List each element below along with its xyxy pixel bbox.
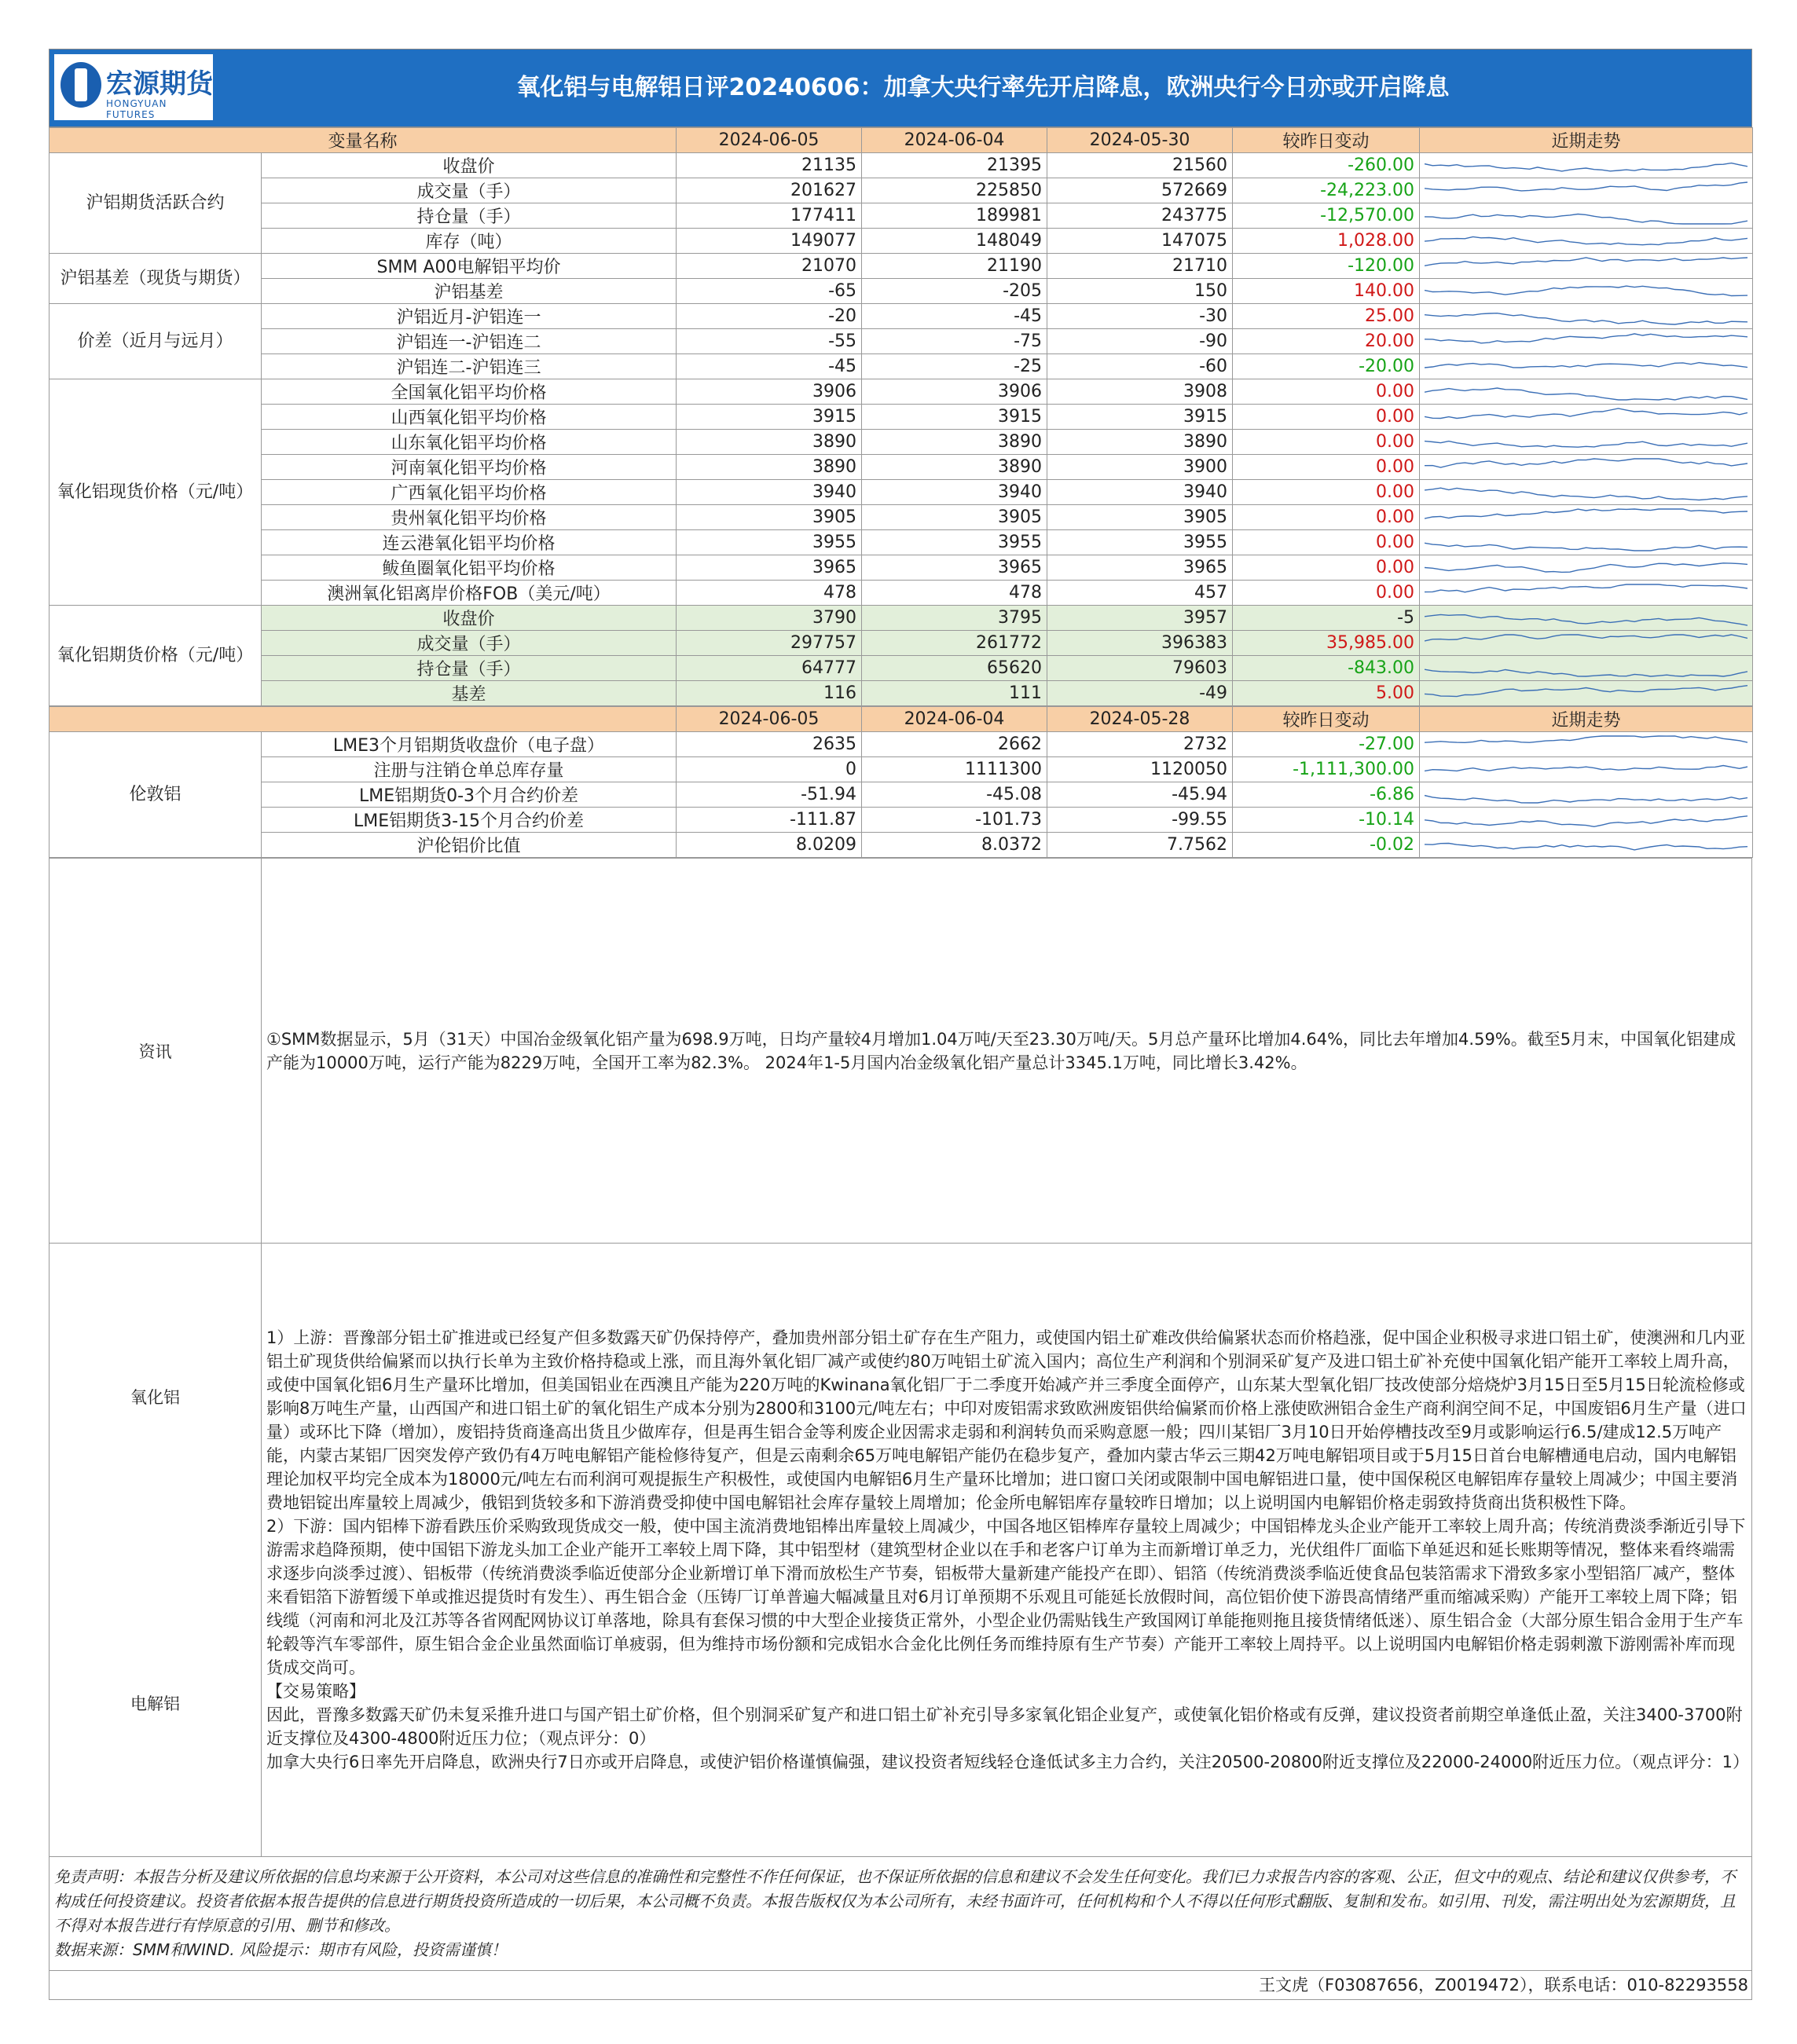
value-cell: 3905 xyxy=(1047,505,1233,530)
value-cell: 3955 xyxy=(862,530,1047,555)
value-cell: 1111300 xyxy=(862,757,1047,782)
variable-name: 沪铝基差 xyxy=(262,279,677,304)
category-cell: 氧化铝期货价格（元/吨） xyxy=(50,606,262,706)
value-cell: 3900 xyxy=(1047,455,1233,480)
change-cell: -27.00 xyxy=(1233,732,1420,757)
table-row xyxy=(50,279,1753,304)
upstream-paragraph: 1）上游：晋豫部分铝土矿推进或已经复产但多数露天矿仍保持停产，叠加贵州部分铝土矿存在生产阻力，或使国内铝土矿难改供给偏紧状态而价格趋涨，促中国企业积极寻求进口铝土矿，使澳洲和几内亚铝土矿现货供给偏紧而以执行长单为主致价格持稳或上涨，而且海外氧化铝厂减产或使约80万吨铝土矿流入国内；高位生产利润和个别洞采矿复产及进口铝土矿补充使中国氧化铝产能开工率较上周升高，或使中国氧化铝6月生产量环比增加，但美国铝业在西澳且产能为220万吨的Kwinana氧化铝厂于二季度开始减产并三季度全面停产，山东某大型氧化铝厂技改使部分焙烧炉3月15日至5月15日轮流检修或影响8万吨生产量，山西国产和进口铝土矿的氧化铝生产成本分别为2800和3100元/吨左右；中印对废铝需求致欧洲废铝供给偏紧而价格上涨使欧洲铝合金生产商利润空间不足，中国废铝6月生产量（进口量）或环比下降（增加），废铝持货商逢高出货且少做库存，但是再生铝合金等利废企业因需求走弱和利润转负而采购意愿一般；四川某铝厂3月10日开始停槽技改至9月或影响运行6.5/建成12.5万吨产能，内蒙古某铝厂因突发停产致仍有4万吨电解铝产能检修待复产，但是云南剩余65万吨电解铝产能仍在稳步复产，叠加内蒙古华云三期42万吨电解铝项目或于5月15日首台电解槽通电启动，国内电解铝理论加权平均完全成本为18000元/吨左右而利润可观提振生产积极性，或使国内电解铝6月生产量环比增加；进口窗口关闭或限制中国电解铝进口量，使中国保税区电解铝库存量较上周减少；中国主要消费地铝锭出库量较上周减少，俄铝到货较多和下游消费受抑使中国电解铝社会库存量较上周增加；伦金所电解铝库存量较昨日增加；以上说明国内电解铝价格走弱致持货商出货积极性下降。 xyxy=(266,1328,1747,1512)
trend-sparkline xyxy=(1425,456,1747,478)
trend-cell xyxy=(1420,254,1753,279)
value-cell: -65 xyxy=(677,279,862,304)
trend-sparkline xyxy=(1425,330,1747,353)
change-cell: 0.00 xyxy=(1233,405,1420,430)
change-cell: 5.00 xyxy=(1233,681,1420,706)
value-cell: 3965 xyxy=(862,555,1047,581)
trend-cell xyxy=(1420,405,1753,430)
table-row xyxy=(50,153,1753,178)
variable-name: 持仓量（手） xyxy=(262,656,677,681)
variable-name: LME铝期货0-3个月合约价差 xyxy=(262,782,677,808)
change-cell: 140.00 xyxy=(1233,279,1420,304)
trend-cell xyxy=(1420,606,1753,631)
column-header xyxy=(50,707,677,732)
column-header: 近期走势 xyxy=(1420,128,1753,153)
strategy-heading: 【交易策略】 xyxy=(266,1682,365,1701)
value-cell: 3906 xyxy=(862,379,1047,405)
value-cell: 3940 xyxy=(1047,480,1233,505)
variable-name: 连云港氧化铝平均价格 xyxy=(262,530,677,555)
news-text: ①SMM数据显示，5月（31天）中国冶金级氧化铝产量为698.9万吨，日均产量较4月增加1.04万吨/天至23.30万吨/天。5月总产量环比增加4.64%，同比去年增加4.59%。截至5月末，中国氧化铝建成产能为10000万吨，运行产能为8229万吨，全国开工率为82.3%。 2024年1-5月国内冶金级氧化铝产量总计3345.1万吨，同比增长3.42%。 xyxy=(262,859,1752,1244)
value-cell: 21190 xyxy=(862,254,1047,279)
value-cell: 243775 xyxy=(1047,203,1233,229)
trend-sparkline xyxy=(1425,783,1747,806)
table-row xyxy=(50,808,1753,833)
value-cell: -49 xyxy=(1047,681,1233,706)
variable-name: 山东氧化铝平均价格 xyxy=(262,430,677,455)
change-cell: 0.00 xyxy=(1233,480,1420,505)
variable-name: 库存（吨） xyxy=(262,229,677,254)
trend-cell xyxy=(1420,555,1753,581)
trend-cell xyxy=(1420,757,1753,782)
value-cell: 457 xyxy=(1047,581,1233,606)
variable-name: 沪铝连二-沪铝连三 xyxy=(262,354,677,379)
column-header: 较昨日变动 xyxy=(1233,707,1420,732)
table-row xyxy=(50,304,1753,329)
trend-sparkline xyxy=(1425,405,1747,428)
change-cell: -260.00 xyxy=(1233,153,1420,178)
value-cell: 3955 xyxy=(1047,530,1233,555)
value-cell: 147075 xyxy=(1047,229,1233,254)
value-cell: -45.08 xyxy=(862,782,1047,808)
value-cell: 189981 xyxy=(862,203,1047,229)
value-cell: -99.55 xyxy=(1047,808,1233,833)
trend-sparkline xyxy=(1425,255,1747,277)
table-row xyxy=(50,254,1753,279)
variable-name: 沪伦铝价比值 xyxy=(262,833,677,858)
value-cell: 478 xyxy=(677,581,862,606)
trend-cell xyxy=(1420,480,1753,505)
trend-sparkline xyxy=(1425,154,1747,177)
value-cell: -101.73 xyxy=(862,808,1047,833)
trend-cell xyxy=(1420,203,1753,229)
change-cell: -120.00 xyxy=(1233,254,1420,279)
table-row xyxy=(50,405,1753,430)
value-cell: 3908 xyxy=(1047,379,1233,405)
value-cell: 79603 xyxy=(1047,656,1233,681)
trend-cell xyxy=(1420,808,1753,833)
change-cell: 20.00 xyxy=(1233,329,1420,354)
category-cell: 沪铝期货活跃合约 xyxy=(50,153,262,254)
value-cell: 396383 xyxy=(1047,631,1233,656)
logo-name: 宏源期货 xyxy=(106,68,213,100)
trend-cell xyxy=(1420,581,1753,606)
table-row xyxy=(50,329,1753,354)
variable-name: 成交量（手） xyxy=(262,631,677,656)
value-cell: 3957 xyxy=(1047,606,1233,631)
category-cell: 价差（近月与远月） xyxy=(50,304,262,379)
alumina-label: 氧化铝 xyxy=(130,1388,180,1407)
trend-sparkline xyxy=(1425,733,1747,756)
trend-sparkline xyxy=(1425,531,1747,554)
value-cell: 64777 xyxy=(677,656,862,681)
change-cell: 0.00 xyxy=(1233,455,1420,480)
disclaimer-text: 免责声明：本报告分析及建议所依据的信息均来源于公开资料，本公司对这些信息的准确性和完整性不作任何保证，也不保证所依据的信息和建议不会发生任何变化。我们已力求报告内容的客观、公正，但文中的观点、结论和建议仅供参考，不构成任何投资建议。投资者依据本报告提供的信息进行期货投资所造成的一切后果，本公司概不负责。本报告版权仅为本公司所有，未经书面许可，任何机构和个人不得以任何形式翻版、复制和发布。如引用、刊发，需注明出处为宏源期货，且不得对本报告进行有悖原意的引用、删节和修改。 xyxy=(54,1867,1736,1935)
variable-name: 收盘价 xyxy=(262,153,677,178)
change-cell: -12,570.00 xyxy=(1233,203,1420,229)
trend-sparkline xyxy=(1425,833,1747,856)
trend-cell xyxy=(1420,530,1753,555)
trend-cell xyxy=(1420,354,1753,379)
value-cell: 478 xyxy=(862,581,1047,606)
domestic-data-table xyxy=(49,127,1753,706)
value-cell: -60 xyxy=(1047,354,1233,379)
table-row xyxy=(50,555,1753,581)
table-row xyxy=(50,782,1753,808)
report-header xyxy=(49,49,1752,127)
variable-name: 基差 xyxy=(262,681,677,706)
column-header: 2024-06-05 xyxy=(677,128,862,153)
trend-cell xyxy=(1420,153,1753,178)
value-cell: 3965 xyxy=(1047,555,1233,581)
change-cell: 0.00 xyxy=(1233,581,1420,606)
value-cell: 3955 xyxy=(677,530,862,555)
value-cell: 572669 xyxy=(1047,178,1233,203)
change-cell: -20.00 xyxy=(1233,354,1420,379)
value-cell: 3890 xyxy=(677,455,862,480)
table-header-row xyxy=(50,128,1753,153)
value-cell: 3890 xyxy=(1047,430,1233,455)
change-cell: 0.00 xyxy=(1233,505,1420,530)
value-cell: 7.7562 xyxy=(1047,833,1233,858)
value-cell: -51.94 xyxy=(677,782,862,808)
change-cell: 0.00 xyxy=(1233,430,1420,455)
value-cell: 3795 xyxy=(862,606,1047,631)
value-cell: 177411 xyxy=(677,203,862,229)
news-label: 资讯 xyxy=(50,859,262,1244)
value-cell: 3965 xyxy=(677,555,862,581)
value-cell: 3915 xyxy=(862,405,1047,430)
table-row xyxy=(50,379,1753,405)
table-row xyxy=(50,732,1753,757)
change-cell: 25.00 xyxy=(1233,304,1420,329)
value-cell: 2732 xyxy=(1047,732,1233,757)
value-cell: 21560 xyxy=(1047,153,1233,178)
change-cell: -6.86 xyxy=(1233,782,1420,808)
value-cell: -45 xyxy=(677,354,862,379)
value-cell: -111.87 xyxy=(677,808,862,833)
change-cell: 0.00 xyxy=(1233,530,1420,555)
trend-cell xyxy=(1420,329,1753,354)
aluminum-label: 电解铝 xyxy=(130,1694,180,1713)
value-cell: -30 xyxy=(1047,304,1233,329)
category-cell: 伦敦铝 xyxy=(50,732,262,858)
table-row xyxy=(50,656,1753,681)
table-row xyxy=(50,631,1753,656)
value-cell: 3915 xyxy=(677,405,862,430)
column-header: 2024-05-30 xyxy=(1047,128,1233,153)
report-title: 氧化铝与电解铝日评20240606：加拿大央行率先开启降息，欧洲央行今日亦或开启降息 xyxy=(516,74,1450,101)
value-cell: 3905 xyxy=(862,505,1047,530)
trend-sparkline xyxy=(1425,305,1747,328)
trend-cell xyxy=(1420,304,1753,329)
trend-cell xyxy=(1420,681,1753,706)
trend-sparkline xyxy=(1425,808,1747,831)
trend-sparkline xyxy=(1425,581,1747,604)
value-cell: -55 xyxy=(677,329,862,354)
trend-sparkline xyxy=(1425,204,1747,227)
variable-name: 沪铝连一-沪铝连二 xyxy=(262,329,677,354)
value-cell: 3940 xyxy=(677,480,862,505)
value-cell: 21395 xyxy=(862,153,1047,178)
logo-mark-icon xyxy=(61,62,101,108)
table-row xyxy=(50,354,1753,379)
column-header: 2024-06-04 xyxy=(862,707,1047,732)
variable-name: 收盘价 xyxy=(262,606,677,631)
value-cell: 3906 xyxy=(677,379,862,405)
variable-name: 澳洲氧化铝离岸价格FOB（美元/吨） xyxy=(262,581,677,606)
value-cell: 3905 xyxy=(677,505,862,530)
column-header: 变量名称 xyxy=(50,128,677,153)
table-row xyxy=(50,833,1753,858)
variable-name: 鲅鱼圈氧化铝平均价格 xyxy=(262,555,677,581)
trend-sparkline xyxy=(1425,657,1747,680)
variable-name: 持仓量（手） xyxy=(262,203,677,229)
trend-cell xyxy=(1420,631,1753,656)
table-row xyxy=(50,455,1753,480)
value-cell: -205 xyxy=(862,279,1047,304)
trend-sparkline xyxy=(1425,481,1747,504)
value-cell: 21070 xyxy=(677,254,862,279)
trend-sparkline xyxy=(1425,556,1747,579)
value-cell: 201627 xyxy=(677,178,862,203)
trend-cell xyxy=(1420,430,1753,455)
london-data-table xyxy=(49,706,1753,858)
trend-sparkline xyxy=(1425,179,1747,202)
value-cell: 8.0209 xyxy=(677,833,862,858)
table-header-row xyxy=(50,707,1753,732)
variable-name: 广西氧化铝平均价格 xyxy=(262,480,677,505)
value-cell: 3790 xyxy=(677,606,862,631)
variable-name: 注册与注销仓单总库存量 xyxy=(262,757,677,782)
variable-name: SMM A00电解铝平均价 xyxy=(262,254,677,279)
value-cell: 1120050 xyxy=(1047,757,1233,782)
variable-name: 成交量（手） xyxy=(262,178,677,203)
value-cell: 3915 xyxy=(1047,405,1233,430)
disclaimer xyxy=(49,1857,1752,1971)
trend-sparkline xyxy=(1425,430,1747,453)
value-cell: 3890 xyxy=(862,455,1047,480)
value-cell: 0 xyxy=(677,757,862,782)
trend-sparkline xyxy=(1425,229,1747,252)
table-row xyxy=(50,229,1753,254)
value-cell: -75 xyxy=(862,329,1047,354)
data-source: 数据来源：SMM和WIND. 风险提示：期市有风险，投资需谨慎！ xyxy=(54,1940,507,1959)
value-cell: -45.94 xyxy=(1047,782,1233,808)
table-row xyxy=(50,203,1753,229)
value-cell: 8.0372 xyxy=(862,833,1047,858)
value-cell: 116 xyxy=(677,681,862,706)
value-cell: 150 xyxy=(1047,279,1233,304)
trend-cell xyxy=(1420,782,1753,808)
change-cell: -0.02 xyxy=(1233,833,1420,858)
value-cell: 148049 xyxy=(862,229,1047,254)
value-cell: 3890 xyxy=(677,430,862,455)
variable-name: LME铝期货3-15个月合约价差 xyxy=(262,808,677,833)
column-header: 近期走势 xyxy=(1420,707,1753,732)
trend-sparkline xyxy=(1425,758,1747,781)
trend-sparkline xyxy=(1425,280,1747,302)
trend-cell xyxy=(1420,833,1753,858)
change-cell: -10.14 xyxy=(1233,808,1420,833)
category-cell: 沪铝基差（现货与期货） xyxy=(50,254,262,304)
table-row xyxy=(50,480,1753,505)
table-row xyxy=(50,530,1753,555)
value-cell: -90 xyxy=(1047,329,1233,354)
report-sheet xyxy=(49,49,1752,2000)
value-cell: 2662 xyxy=(862,732,1047,757)
table-row xyxy=(50,757,1753,782)
analysis-text xyxy=(262,1244,1752,1857)
change-cell: 0.00 xyxy=(1233,379,1420,405)
trend-cell xyxy=(1420,229,1753,254)
change-cell: -5 xyxy=(1233,606,1420,631)
value-cell: 297757 xyxy=(677,631,862,656)
column-header: 2024-06-04 xyxy=(862,128,1047,153)
trend-cell xyxy=(1420,379,1753,405)
change-cell: -843.00 xyxy=(1233,656,1420,681)
trend-sparkline xyxy=(1425,606,1747,629)
trend-sparkline xyxy=(1425,682,1747,705)
column-header: 2024-06-05 xyxy=(677,707,862,732)
strategy-aluminum: 加拿大央行6日率先开启降息，欧洲央行7日亦或开启降息，或使沪铝价格谨慎偏强，建议投资者短线轻仓逢低试多主力合约，关注20500-20800附近支撑位及22000-24000附近压力位。（观点评分：1） xyxy=(266,1753,1749,1771)
value-cell: 3890 xyxy=(862,430,1047,455)
value-cell: -45 xyxy=(862,304,1047,329)
value-cell: 65620 xyxy=(862,656,1047,681)
column-header: 2024-05-28 xyxy=(1047,707,1233,732)
value-cell: 3940 xyxy=(862,480,1047,505)
table-row xyxy=(50,430,1753,455)
trend-cell xyxy=(1420,656,1753,681)
table-row xyxy=(50,581,1753,606)
trend-cell xyxy=(1420,732,1753,757)
trend-sparkline xyxy=(1425,632,1747,654)
trend-cell xyxy=(1420,279,1753,304)
variable-name: 全国氧化铝平均价格 xyxy=(262,379,677,405)
trend-sparkline xyxy=(1425,506,1747,529)
value-cell: 2635 xyxy=(677,732,862,757)
value-cell: 149077 xyxy=(677,229,862,254)
value-cell: 225850 xyxy=(862,178,1047,203)
table-row xyxy=(50,178,1753,203)
value-cell: 21135 xyxy=(677,153,862,178)
variable-name: 山西氧化铝平均价格 xyxy=(262,405,677,430)
change-cell: -1,111,300.00 xyxy=(1233,757,1420,782)
trend-sparkline xyxy=(1425,380,1747,403)
column-header: 较昨日变动 xyxy=(1233,128,1420,153)
value-cell: 261772 xyxy=(862,631,1047,656)
variable-name: 贵州氧化铝平均价格 xyxy=(262,505,677,530)
variable-name: 河南氧化铝平均价格 xyxy=(262,455,677,480)
logo-english: HONGYUAN FUTURES xyxy=(106,98,167,120)
value-cell: 21710 xyxy=(1047,254,1233,279)
value-cell: -25 xyxy=(862,354,1047,379)
trend-sparkline xyxy=(1425,355,1747,378)
trend-cell xyxy=(1420,455,1753,480)
change-cell: -24,223.00 xyxy=(1233,178,1420,203)
table-row xyxy=(50,681,1753,706)
value-cell: -20 xyxy=(677,304,862,329)
author-contact: 王文虎（F03087656，Z0019472），联系电话：010-82293558 xyxy=(49,1971,1752,2000)
category-cell: 氧化铝现货价格（元/吨） xyxy=(50,379,262,606)
table-row xyxy=(50,505,1753,530)
change-cell: 1,028.00 xyxy=(1233,229,1420,254)
change-cell: 0.00 xyxy=(1233,555,1420,581)
downstream-paragraph: 2）下游：国内铝棒下游看跌压价采购致现货成交一般，使中国主流消费地铝棒出库量较上周减少，中国各地区铝棒库存量较上周减少；中国铝棒龙头企业产能开工率较上周升高；传统消费淡季渐近引导下游需求趋降预期，使中国铝下游龙头加工企业产能开工率较上周下降，其中铝型材（建筑型材企业以在手和老客户订单为主而新增订单乏力，光伏组件厂面临下单延迟和延长账期等情况，整体来看终端需求逐步向淡季过渡）、铝板带（传统消费淡季临近使部分企业新增订单下滑而放松生产节奏，铝板带大量新建产能投产在即）、铝箔（传统消费淡季临近使食品包装箔需求下滑致多家小型铝箔厂减产，整体来看铝箔下游暂缓下单或推迟提货时有发生）、再生铝合金（压铸厂订单普遍大幅减量且对6月订单预期不乐观且可能延长放假时间，高位铝价使下游畏高情绪严重而缩减采购）产能开工率较上周下降；铝线缆（河南和河北及江苏等各省网配网协议订单落地，除具有套保习惯的中大型企业接货正常外，小型企业仍需贴钱生产致国网订单能拖则拖且接货情绪低迷）、原生铝合金（大部分原生铝合金用于生产车轮毂等汽车零部件，原生铝合金企业虽然面临订单疲弱，但为维持市场份额和完成铝水合金化比例任务而维持原有生产节奏）产能开工率较上周持平。以上说明国内电解铝价格走弱刺激下游刚需补库而现货成交尚可。 xyxy=(266,1517,1746,1677)
change-cell: 35,985.00 xyxy=(1233,631,1420,656)
trend-cell xyxy=(1420,505,1753,530)
value-cell: 111 xyxy=(862,681,1047,706)
commentary-table xyxy=(49,858,1752,1857)
table-row xyxy=(50,606,1753,631)
trend-cell xyxy=(1420,178,1753,203)
variable-name: 沪铝近月-沪铝连一 xyxy=(262,304,677,329)
strategy-alumina: 因此，晋豫多数露天矿仍未复采推升进口与国产铝土矿价格，但个别洞采矿复产和进口铝土矿补充引导多家氧化铝企业复产，或使氧化铝价格或有反弹，建议投资者前期空单逢低止盈，关注3400-3700附近支撑位及4300-4800附近压力位；（观点评分：0） xyxy=(266,1705,1743,1748)
variable-name: LME3个月铝期货收盘价（电子盘） xyxy=(262,732,677,757)
company-logo xyxy=(54,54,213,120)
